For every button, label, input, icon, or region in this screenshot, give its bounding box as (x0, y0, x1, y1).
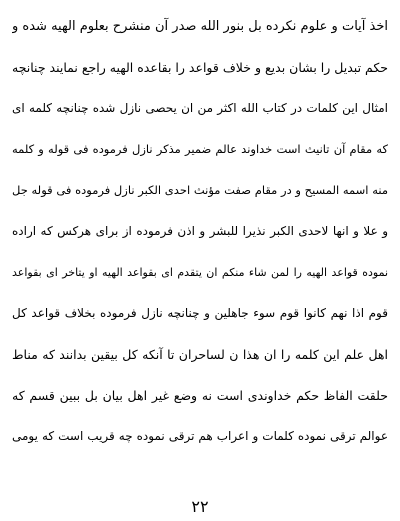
text-line: منه اسمه المسیح و در مقام صفت مؤنث احدی الکبر نازل فرموده فی قوله جل (12, 183, 388, 197)
text-line: حکم تبدیل را بشان بدیع و خلاف قواعد را بقاعده الهیه راجع نمایند چنانچه (12, 60, 388, 75)
text-line: امثال این کلمات در کتاب الله اکثر من ان یحصی نازل شده چنانچه کلمه ای (12, 101, 388, 115)
page-number: ۲۲ (191, 497, 209, 516)
text-line: عوالم ترقی نموده کلمات و اعراب هم ترقی نموده چه قریب است که یومی (12, 429, 388, 443)
text-line: حلقت الفاظ حکم خداوندی است نه وضع غیر اهل بیان بل ببین قسم که (12, 388, 388, 403)
text-line: اخذ آیات و علوم نکرده بل بنور الله صدر آن منشرح بعلوم الهیه شده و (12, 19, 388, 34)
text-line: که مقام آن تانیث است خداوند عالم ضمیر مذکر نازل فرموده فی قوله و کلمه (12, 142, 388, 156)
text-line: اهل علم این کلمه را ان هذا ن لساحران تا آنکه کل بیقین بدانند که مناط (12, 347, 388, 362)
text-body (12, 6, 388, 457)
text-line: نموده قواعد الهیه را لمن شاء منکم ان یتقدم ای بقواعد الهیه او یتاخر ای بقواعد (12, 266, 388, 279)
text-line: و علا و انها لاحدی الکبر نذیرا للبشر و اذن فرموده از برای هرکس که اراده (12, 224, 388, 238)
text-line: قوم اذا نهم کانوا قوم سوء جاهلین و چنانچه نازل فرموده بخلاف قواعد کل (12, 306, 388, 320)
